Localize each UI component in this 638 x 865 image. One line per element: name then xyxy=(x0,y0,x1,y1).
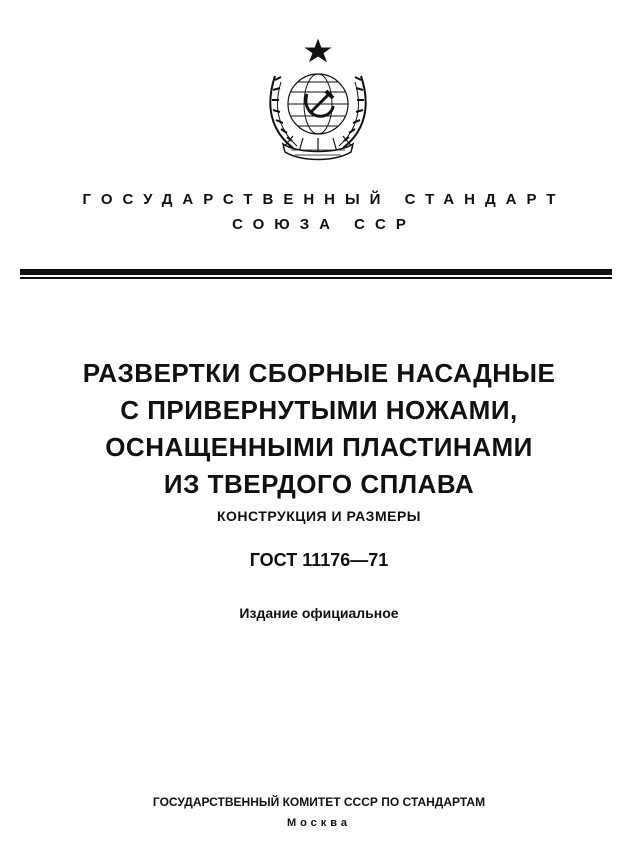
document-subtitle: КОНСТРУКЦИЯ И РАЗМЕРЫ xyxy=(217,508,421,524)
publisher-city: Москва xyxy=(286,817,352,829)
ussr-state-emblem-icon xyxy=(253,36,383,166)
title-line-3: ОСНАЩЕННЫМИ ПЛАСТИНАМИ xyxy=(105,432,533,462)
edition-note: Издание официальное xyxy=(239,605,399,621)
document-title xyxy=(0,355,638,503)
title-line-4: ИЗ ТВЕРДОГО СПЛАВА xyxy=(163,469,475,499)
divider-thin xyxy=(20,277,612,279)
divider-thick xyxy=(20,269,612,275)
title-line-1: РАЗВЕРТКИ СБОРНЫЕ НАСАДНЫЕ xyxy=(82,358,556,388)
title-line-2: С ПРИВЕРНУТЫМИ НОЖАМИ, xyxy=(120,395,518,425)
publisher: ГОСУДАРСТВЕННЫЙ КОМИТЕТ СССР ПО СТАНДАРТАМ xyxy=(152,795,486,809)
header-ussr: СОЮЗА ССР xyxy=(232,216,416,233)
header-state-standard: ГОСУДАРСТВЕННЫЙ СТАНДАРТ xyxy=(82,191,566,208)
standard-code: ГОСТ 11176—71 xyxy=(249,550,389,570)
